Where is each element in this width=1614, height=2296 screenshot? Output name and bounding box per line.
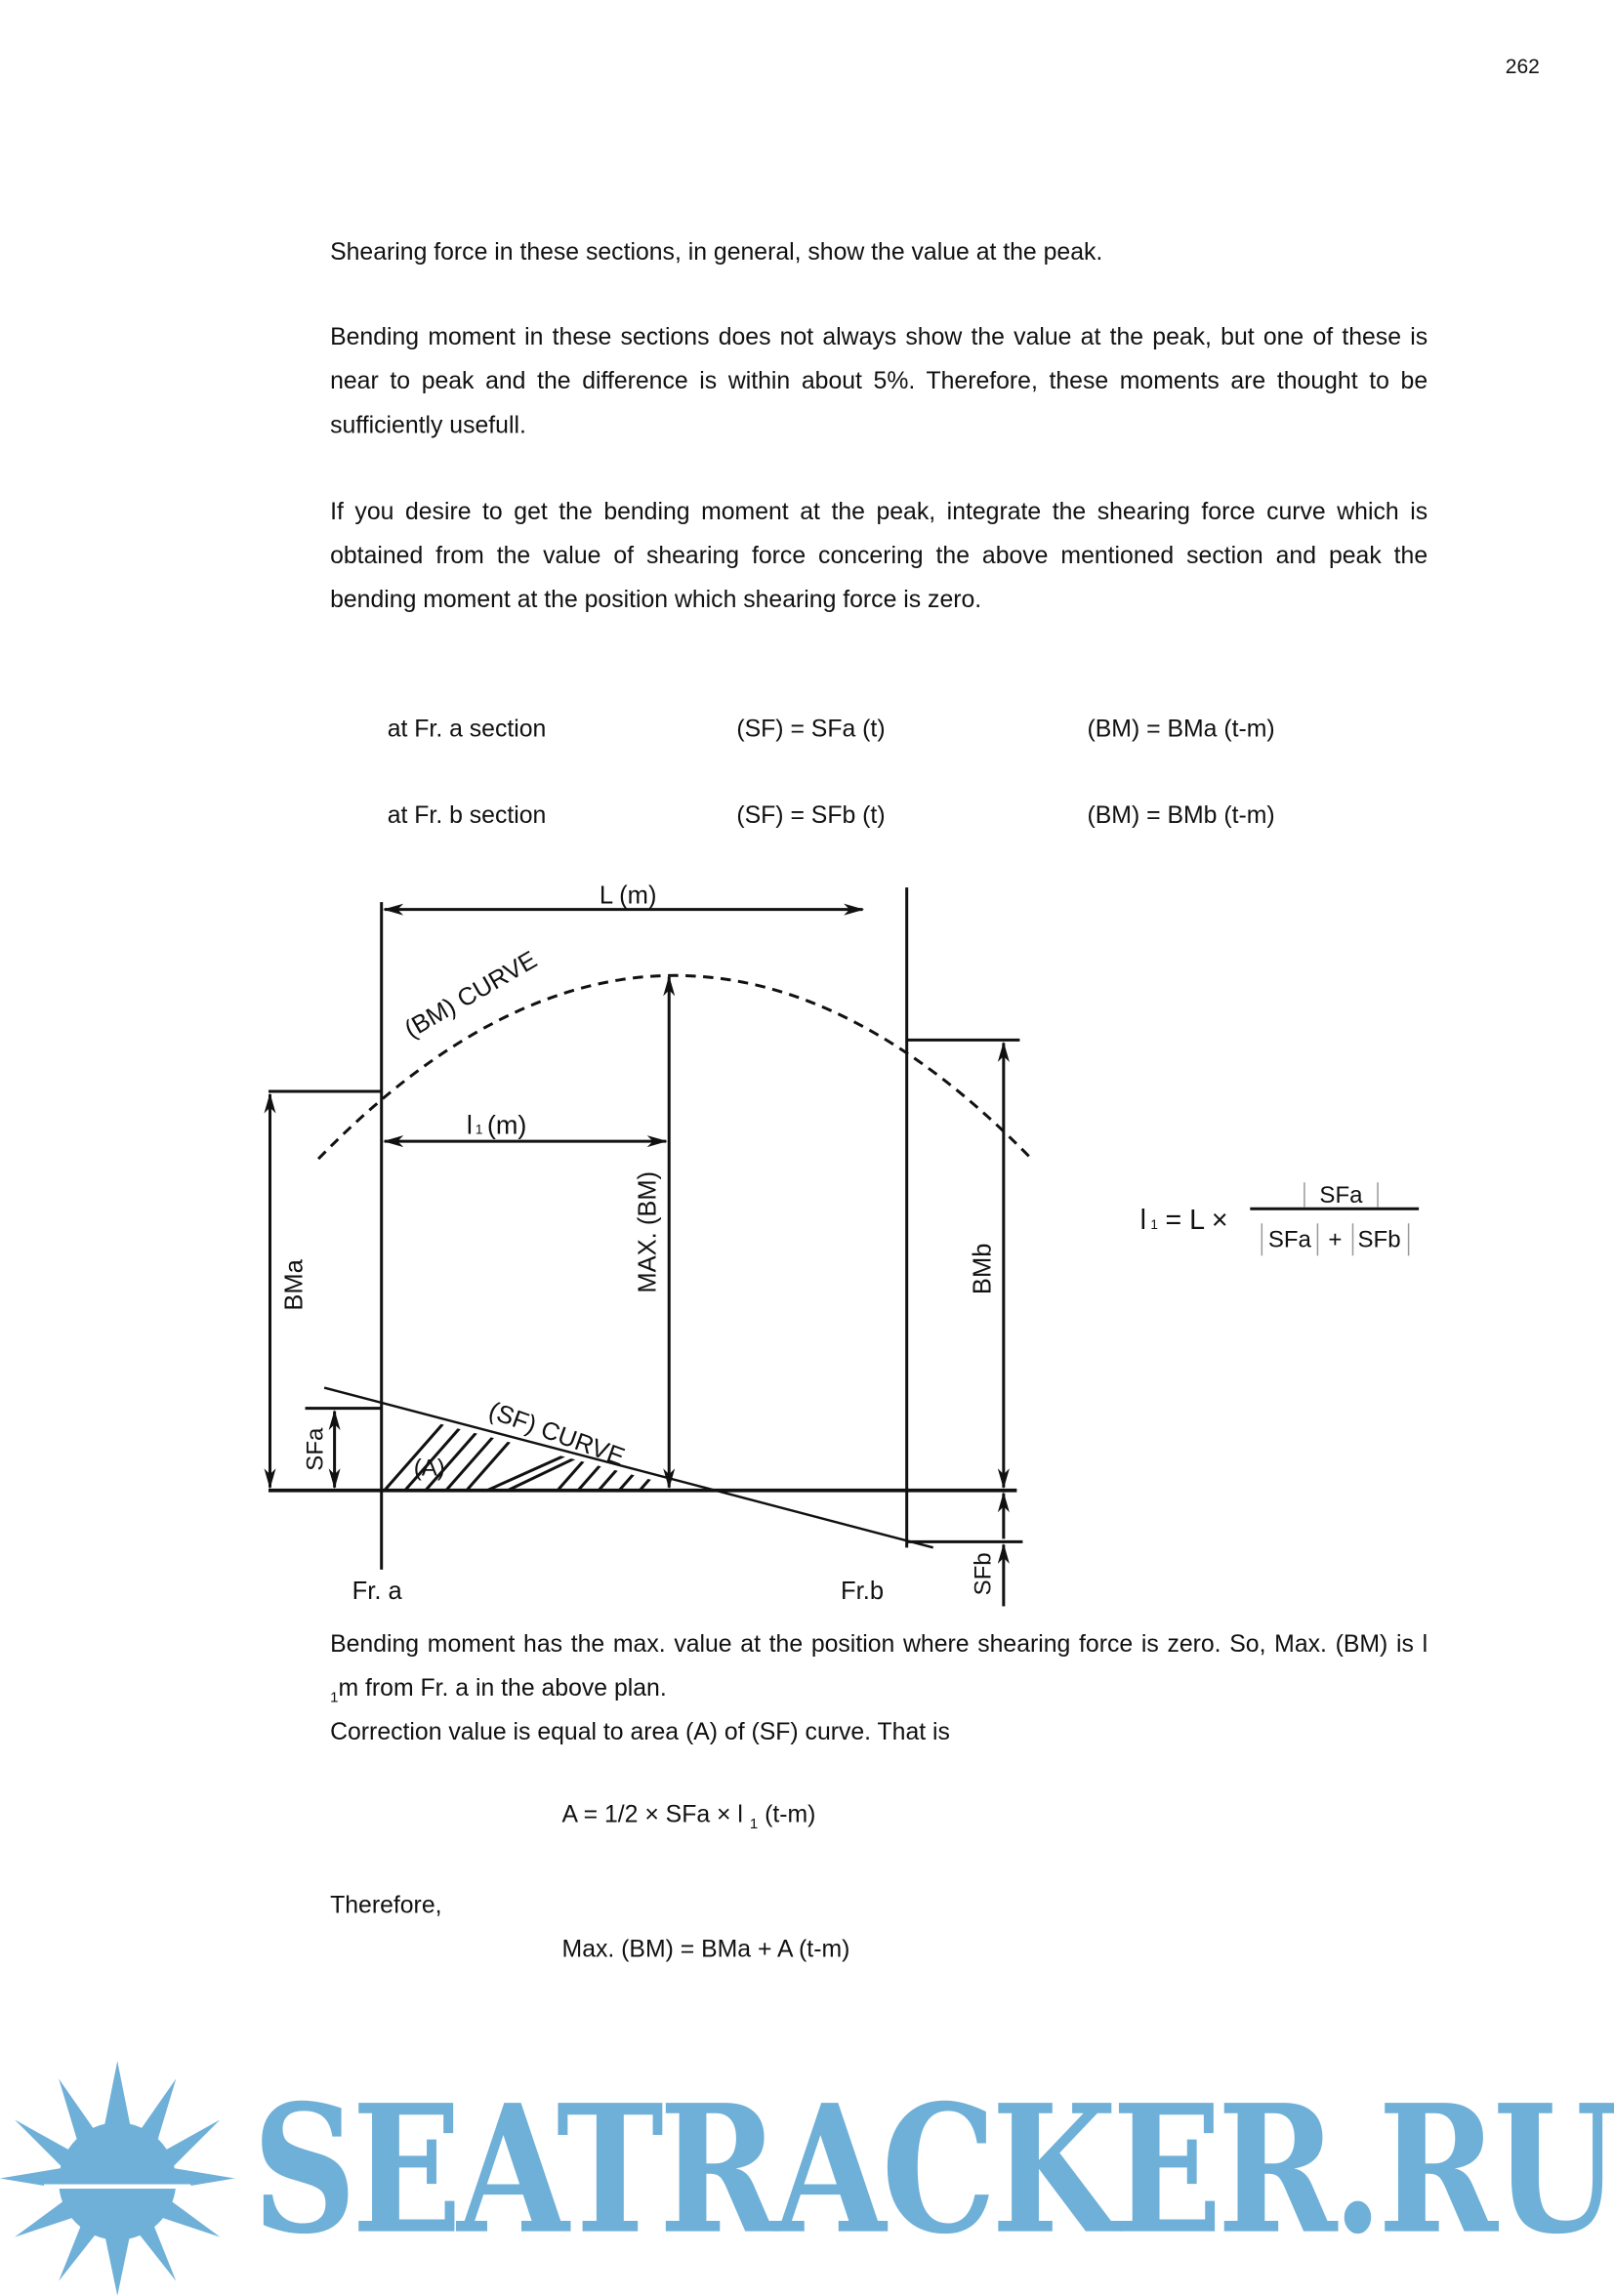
paragraph-2: Bending moment in these sections does not always show the value at the peak, but one of these is near to peak and the difference is within about 5%. Therefore, these moments are thought to be sufficiently usefull. xyxy=(330,324,1428,439)
paragraph-correction: Correction value is equal to area (A) of (SF) curve. That is xyxy=(330,1719,950,1746)
fr-a-label: Fr. a xyxy=(352,1577,402,1605)
page-number: 262 xyxy=(1505,54,1540,78)
section-b-bm: (BM) = BMb (t-m) xyxy=(1087,801,1275,830)
sfb-label: SFb xyxy=(970,1552,997,1596)
section-a-label: at Fr. a section xyxy=(387,716,547,743)
svg-text:+: + xyxy=(1328,1226,1343,1253)
bm-curve-label: (BM) CURVE xyxy=(399,946,542,1045)
svg-text:l1= L ×: l 1 = L × xyxy=(1139,1205,1228,1237)
equation-area: A = 1/2 × SFa × l $_1$ (t-m) xyxy=(561,1801,816,1833)
area-a-label: (A) xyxy=(413,1455,445,1482)
equation-max-bm: Max. (BM) = BMa + A (t-m) xyxy=(561,1936,850,1963)
sf-curve-label: (SF) CURVE xyxy=(484,1396,629,1472)
l1-label: l 1 (m) xyxy=(466,1110,527,1140)
max-bm-label: MAX. (BM) xyxy=(634,1170,662,1293)
section-a-bm: (BM) = BMa (t-m) xyxy=(1087,716,1275,743)
bm-curve xyxy=(318,975,1031,1159)
svg-text:SFa: SFa xyxy=(1267,1226,1311,1253)
fr-b-label: Fr.b xyxy=(841,1577,885,1605)
sfa-label: SFa xyxy=(302,1427,329,1471)
paragraph-1: Shearing force in these sections, in general, show the value at the peak. xyxy=(330,238,1103,266)
paragraph-3: If you desire to get the bending moment at the peak, integrate the shearing force curve which is obtained from the value of shearing force concering the above mentioned section and peak the bending moment at the position which shearing force is zero. xyxy=(330,498,1428,614)
sun-logo-icon xyxy=(0,2061,242,2295)
section-a-sf: (SF) = SFa (t) xyxy=(736,716,886,743)
section-b-label: at Fr. b section xyxy=(387,801,547,830)
bma-label: BMa xyxy=(280,1259,309,1311)
svg-text:SFa: SFa xyxy=(1319,1182,1363,1210)
svg-text:SFb: SFb xyxy=(1357,1226,1401,1253)
paragraph-max-bm: Bending moment has the max. value at the position where shearing force is zero. So, Max. (BM) is l $_1$m from Fr. a in the above plan. xyxy=(330,1631,1428,1707)
l1-formula xyxy=(1140,1182,1420,1255)
therefore-text: Therefore, xyxy=(330,1892,442,1919)
section-b-sf: (SF) = SFb (t) xyxy=(736,801,886,830)
l-label: L (m) xyxy=(599,882,657,910)
bmb-label: BMb xyxy=(969,1243,997,1295)
watermark-text: SEATRACKER.RU xyxy=(252,2067,1614,2275)
